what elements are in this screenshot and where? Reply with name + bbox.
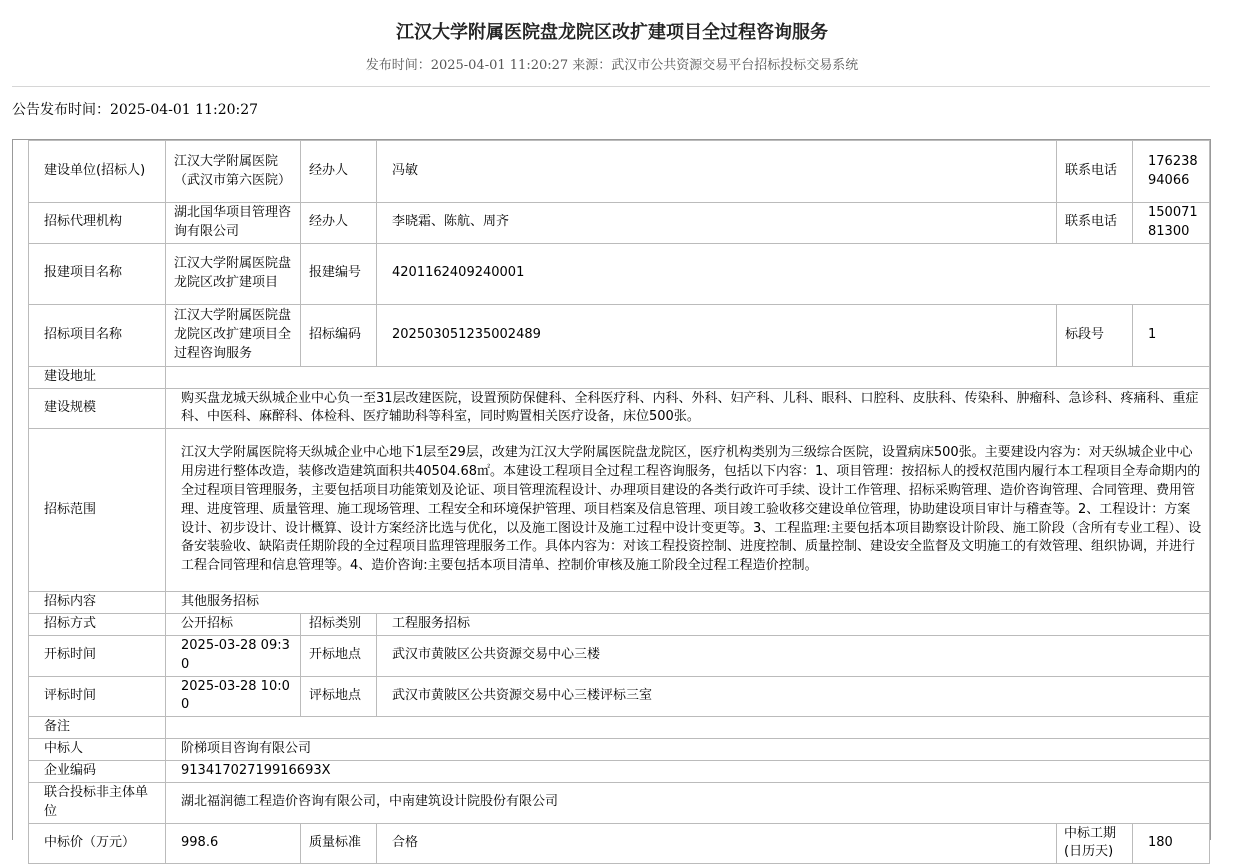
- bid-info-table: [28, 140, 1210, 864]
- value-tender-project: 江汉大学附属医院盘龙院区改扩建项目全过程咨询服务: [166, 304, 301, 366]
- table-row: [29, 760, 1210, 782]
- publish-source-line: 发布时间：2025-04-01 11:20:27 来源：武汉市公共资源交易平台招标投标交易系统: [365, 58, 859, 73]
- label-joint-bidders: 联合投标非主体单位: [29, 782, 166, 823]
- table-row: [29, 592, 1210, 614]
- value-tender-content: 其他服务招标: [166, 592, 1210, 614]
- value-winning-bidder: 阶梯项目咨询有限公司: [166, 739, 1210, 761]
- label-contract-period: 中标工期(日历天): [1057, 823, 1133, 864]
- label-registration-number: 报建编号: [301, 243, 377, 304]
- value-registration-project: 江汉大学附属医院盘龙院区改扩建项目: [166, 243, 301, 304]
- label-tender-project: 招标项目名称: [29, 304, 166, 366]
- table-row: [29, 388, 1210, 429]
- value-evaluation-place: 武汉市黄陂区公共资源交易中心三楼评标三室: [377, 676, 1210, 717]
- table-row: [29, 429, 1210, 592]
- table-row: [29, 823, 1210, 864]
- value-construction-scale: 购买盘龙城天纵城企业中心负一至31层改建医院，设置预防保健科、全科医疗科、内科、外科、妇产科、儿科、眼科、口腔科、皮肤科、传染科、肿瘤科、急诊科、疼痛科、重症科、中医科、麻醉科、体检科、医疗辅助科等科室，同时购置相关医疗设备，床位500张。: [166, 388, 1210, 429]
- value-phone: 17623894066: [1133, 141, 1210, 203]
- label-evaluation-place: 评标地点: [301, 676, 377, 717]
- value-remarks: [166, 717, 1210, 739]
- label-tender-content: 招标内容: [29, 592, 166, 614]
- label-construction-unit: 建设单位(招标人): [29, 141, 166, 203]
- value-construction-address: [166, 366, 1210, 388]
- value-contract-period: 180: [1133, 823, 1210, 864]
- table-row: [29, 635, 1210, 676]
- label-opening-place: 开标地点: [301, 635, 377, 676]
- value-joint-bidders: 湖北福润德工程造价咨询有限公司，中南建筑设计院股份有限公司: [166, 782, 1210, 823]
- label-tender-method: 招标方式: [29, 614, 166, 636]
- value-handler: 冯敏: [377, 141, 1057, 203]
- value-agency: 湖北国华项目管理咨询有限公司: [166, 203, 301, 244]
- table-row: [29, 717, 1210, 739]
- value-evaluation-time: 2025-03-28 10:00: [166, 676, 301, 717]
- page-title: 江汉大学附属医院盘龙院区改扩建项目全过程咨询服务: [396, 22, 828, 43]
- label-registration-project: 报建项目名称: [29, 243, 166, 304]
- header-divider: [12, 86, 1210, 87]
- label-handler: 经办人: [301, 203, 377, 244]
- table-row: [29, 366, 1210, 388]
- value-enterprise-code: 91341702719916693X: [166, 760, 1210, 782]
- table-row: [29, 243, 1210, 304]
- table-row: [29, 141, 1210, 203]
- label-tender-code: 招标编码: [301, 304, 377, 366]
- value-winning-price: 998.6: [166, 823, 301, 864]
- label-winning-price: 中标价（万元）: [29, 823, 166, 864]
- label-opening-time: 开标时间: [29, 635, 166, 676]
- label-tender-scope: 招标范围: [29, 429, 166, 592]
- value-handler: 李晓霜、陈航、周齐: [377, 203, 1057, 244]
- table-row: [29, 782, 1210, 823]
- table-row: [29, 203, 1210, 244]
- value-opening-time: 2025-03-28 09:30: [166, 635, 301, 676]
- label-agency: 招标代理机构: [29, 203, 166, 244]
- announcement-publish-time: 公告发布时间：2025-04-01 11:20:27: [12, 102, 259, 118]
- label-construction-scale: 建设规模: [29, 388, 166, 429]
- label-enterprise-code: 企业编码: [29, 760, 166, 782]
- label-quality-standard: 质量标准: [301, 823, 377, 864]
- value-registration-number: 4201162409240001: [377, 243, 1210, 304]
- label-remarks: 备注: [29, 717, 166, 739]
- value-tender-category: 工程服务招标: [377, 614, 1210, 636]
- label-construction-address: 建设地址: [29, 366, 166, 388]
- value-tender-code: 202503051235002489: [377, 304, 1057, 366]
- value-section-number: 1: [1133, 304, 1210, 366]
- label-winning-bidder: 中标人: [29, 739, 166, 761]
- label-section-number: 标段号: [1057, 304, 1133, 366]
- table-row: [29, 676, 1210, 717]
- label-phone: 联系电话: [1057, 203, 1133, 244]
- value-construction-unit: 江汉大学附属医院（武汉市第六医院）: [166, 141, 301, 203]
- table-row: [29, 304, 1210, 366]
- value-phone: 15007181300: [1133, 203, 1210, 244]
- table-row: [29, 739, 1210, 761]
- label-handler: 经办人: [301, 141, 377, 203]
- value-opening-place: 武汉市黄陂区公共资源交易中心三楼: [377, 635, 1210, 676]
- value-quality-standard: 合格: [377, 823, 1057, 864]
- label-phone: 联系电话: [1057, 141, 1133, 203]
- table-row: [29, 614, 1210, 636]
- value-tender-scope: 江汉大学附属医院将天纵城企业中心地下1层至29层，改建为江汉大学附属医院盘龙院区，医疗机构类别为三级综合医院，设置病床500张。主要建设内容为：对天纵城企业中心用房进行整体改造，装修改造建筑面积共40504.68㎡。本建设工程项目全过程工程咨询服务，包括以下内容：1、项目管理：按招标人的授权范围内履行本工程项目全寿命期内的全过程项目管理服务，主要包括项目功能策划及论证、项目管理流程设计、办理项目建设的各类行政许可手续、设计工作管理、招标采购管理、造价咨询管理、合同管理、费用管理、进度管理、质量管理、施工现场管理、工程安全和环境保护管理、项目档案及信息管理、项目竣工验收移交建设单位管理，协助建设项目审计与稽查等。2、工程设计：方案设计、初步设计、设计概算、设计方案经济比选与优化，以及施工图设计及施工过程中设计变更等。3、工程监理:主要包括本项目勘察设计阶段、施工阶段（含所有专业工程）、设备安装验收、缺陷责任期阶段的全过程项目监理管理服务工作。具体内容为：对该工程投资控制、进度控制、质量控制、建设安全监督及文明施工的有效管理、组织协调，并进行工程合同管理和信息管理等。4、造价咨询:主要包括本项目清单、控制价审核及施工阶段全过程工程造价控制。: [166, 429, 1210, 592]
- value-tender-method: 公开招标: [166, 614, 301, 636]
- label-tender-category: 招标类别: [301, 614, 377, 636]
- label-evaluation-time: 评标时间: [29, 676, 166, 717]
